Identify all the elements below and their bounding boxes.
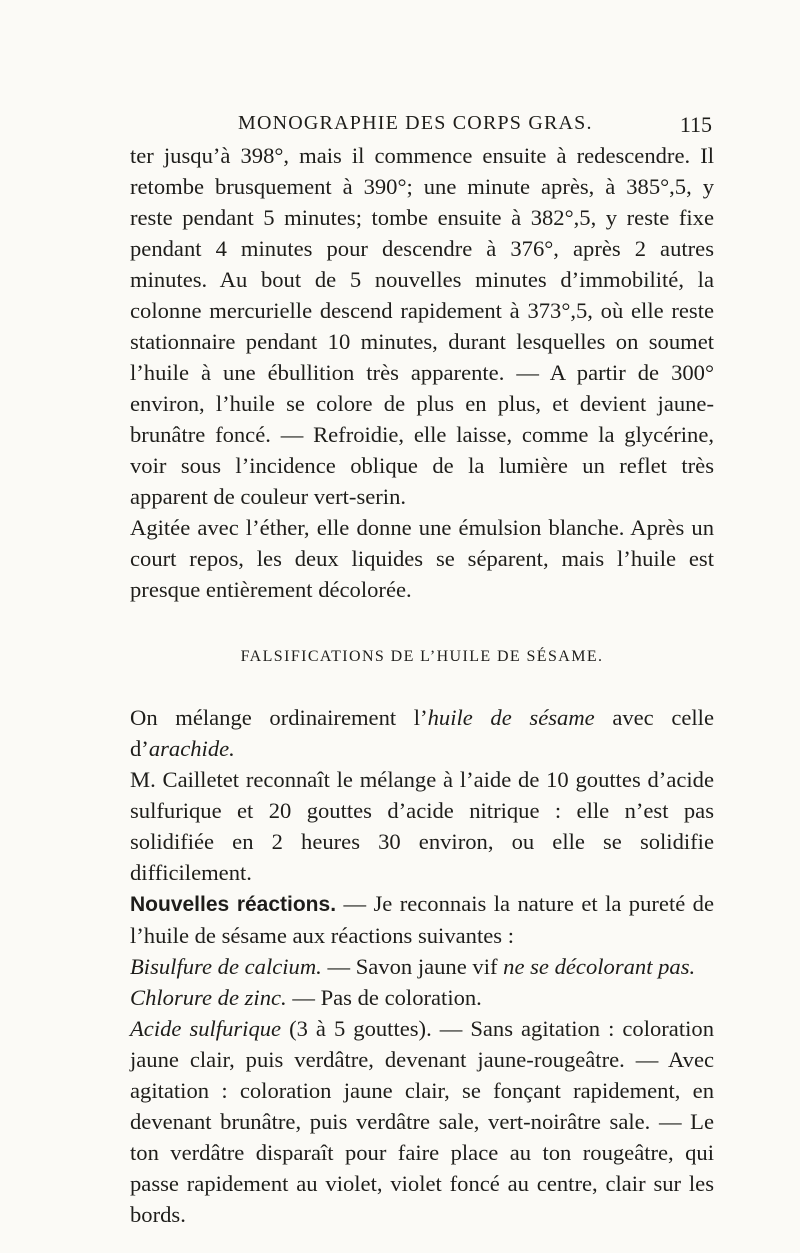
paragraph-nouvelles-reactions [130,888,714,951]
italic-run: ne se décolorant pas. [503,954,696,979]
paragraph-melange [130,702,714,764]
bold-heading: Nouvelles réactions. [130,893,337,916]
text-run: — Savon jaune vif [321,954,504,979]
italic-run: Bisulfure de calcium. [130,954,322,979]
italic-run: Chlorure de zinc. [130,985,287,1010]
running-title: MONOGRAPHIE DES CORPS GRAS. [238,112,593,134]
italic-run: huile de sésame [427,705,595,730]
text-run: (3 à 5 gouttes). — Sans agitation : coloration jaune clair, puis verdâtre, devenant jaune-rougeâtre. — Avec agitation : coloration jaune clair, se fonçant rapidement, en devenant brunâtre, puis verdâtre sale, vert-noirâtre sale. — Le ton verdâtre disparaît pour faire place au ton rougeâtre, qui passe rapidement au violet, violet foncé au centre, clair sur les bords. [130,1016,714,1227]
text-run: — Je reconnais la nature et la pureté de l’huile de sésame aux réactions suivantes : [130,891,714,948]
paragraph-chlorure [130,982,714,1013]
page-header [140,112,712,142]
italic-run: Acide sulfurique [130,1016,282,1041]
paragraph-bisulfure [130,951,714,982]
body-text [130,140,714,1230]
page-number: 115 [679,112,712,137]
text-run: — Pas de coloration. [286,985,482,1010]
section-title: FALSIFICATIONS DE L’HUILE DE SÉSAME. [240,648,604,665]
italic-run: arachide. [148,736,235,761]
paragraph-cailletet: M. Cailletet reconnaît le mélange à l’aide de 10 gouttes d’acide sulfurique et 20 gouttes d’acide nitrique : elle n’est pas solidifiée en 2 heures 30 environ, ou elle se solidifie difficilement. [130,767,714,885]
text-run: On mélange ordinairement l’ [130,705,428,730]
paragraph-continuation: ter jusqu’à 398°, mais il commence ensuite à redescendre. Il retombe brusquement à 390°; une minute après, à 385°,5, y reste pendant 5 minutes; tombe ensuite à 382°,5, y reste fixe pendant 4 minutes pour descendre à 376°, après 2 autres minutes. Au bout de 5 nouvelles minutes d’immobilité, la colonne mercurielle descend rapidement à 373°,5, où elle reste stationnaire pendant 10 minutes, durant lesquelles on soumet l’huile à une ébullition très apparente. — A partir de 300° environ, l’huile se colore de plus en plus, et devient jaune-brunâtre foncé. — Refroidie, elle laisse, comme la glycérine, voir sous l’incidence oblique de la lumière un reflet très apparent de couleur vert-serin. [130,143,714,509]
text-run: avec celle d’ [130,705,714,761]
paragraph-ether: Agitée avec l’éther, elle donne une émulsion blanche. Après un court repos, les deux liquides se séparent, mais l’huile est presque entièrement décolorée. [130,515,714,602]
paragraph-acide-sulfurique [130,1013,714,1230]
